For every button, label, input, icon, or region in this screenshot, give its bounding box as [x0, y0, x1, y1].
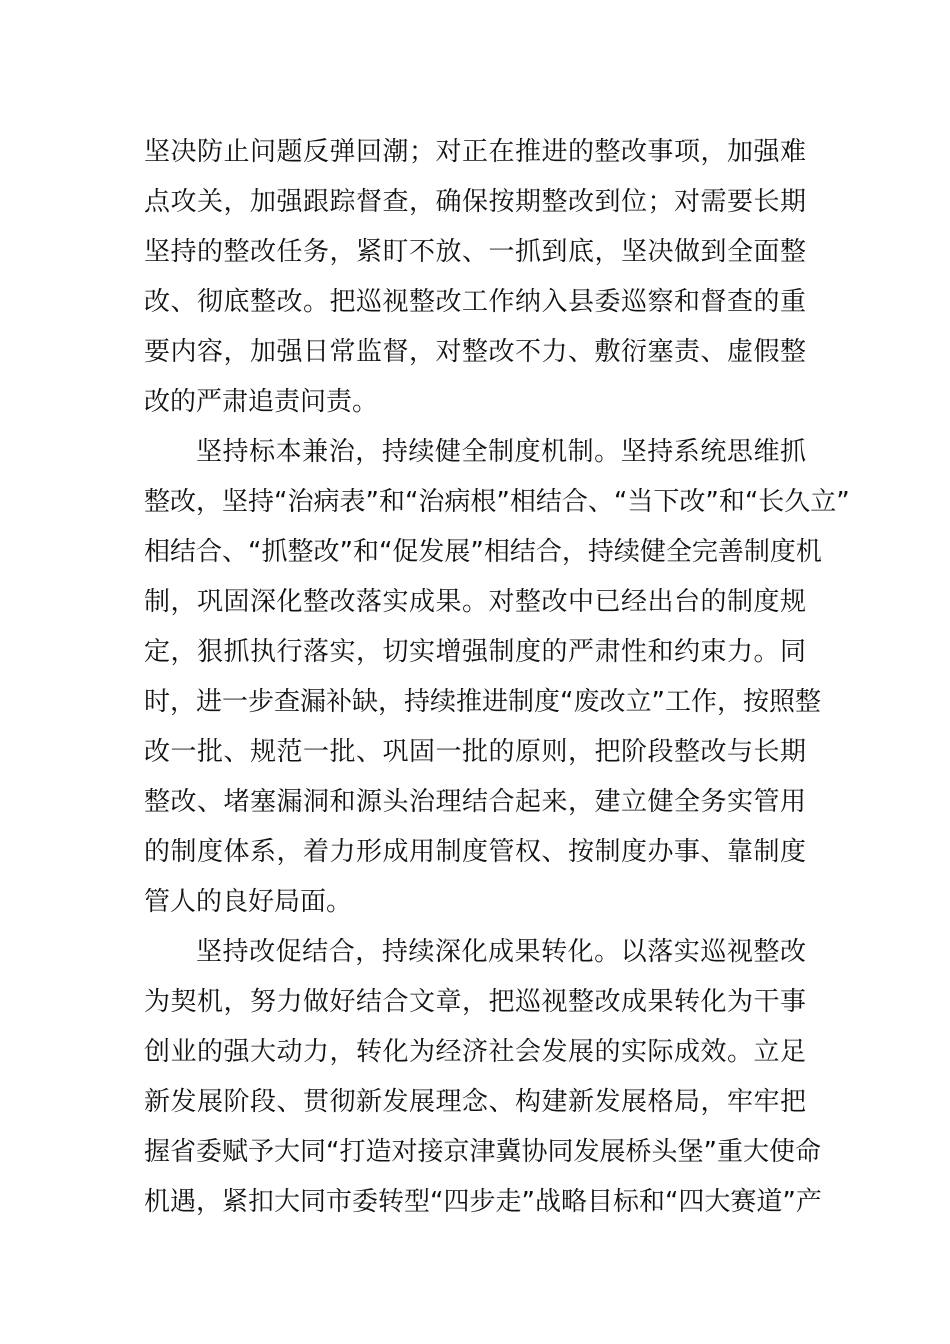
text-line: 机遇，紧扣大同市委转型“四步走”战略目标和“四大赛道”产	[144, 1187, 822, 1217]
text-line: 为契机，努力做好结合文章，把巡视整改成果转化为干事	[144, 987, 806, 1017]
text-line: 新发展阶段、贯彻新发展理念、构建新发展格局，牢牢把	[144, 1087, 806, 1117]
text-line: 整改，坚持“治病表”和“治病根”相结合、“当下改”和“长久立”	[144, 487, 850, 517]
text-line: 握省委赋予大同“打造对接京津冀协同发展桥头堡”重大使命	[144, 1137, 821, 1167]
text-line: 制，巩固深化整改落实成果。对整改中已经出台的制度规	[144, 587, 806, 617]
text-line: 改的严肃追责问责。	[144, 387, 379, 417]
text-line: 时，进一步查漏补缺，持续推进制度“废改立”工作，按照整	[144, 687, 821, 717]
paragraph-3	[144, 927, 822, 1227]
text-line: 要内容，加强日常监督，对整改不力、敷衍塞责、虚假整	[144, 337, 806, 367]
document-body	[144, 127, 850, 1227]
text-line: 的制度体系，着力形成用制度管权、按制度办事、靠制度	[144, 837, 806, 867]
text-line: 坚持改促结合，持续深化成果转化。以落实巡视整改	[196, 937, 806, 967]
text-line: 整改、堵塞漏洞和源头治理结合起来，建立健全务实管用	[144, 787, 806, 817]
text-line: 创业的强大动力，转化为经济社会发展的实际成效。立足	[144, 1037, 806, 1067]
text-line: 改一批、规范一批、巩固一批的原则，把阶段整改与长期	[144, 737, 806, 767]
text-line: 改、彻底整改。把巡视整改工作纳入县委巡察和督查的重	[144, 287, 806, 317]
paragraph-1	[144, 127, 806, 427]
text-line: 定，狠抓执行落实，切实增强制度的严肃性和约束力。同	[144, 637, 806, 667]
text-line: 管人的良好局面。	[144, 887, 353, 917]
text-line: 坚决防止问题反弹回潮；对正在推进的整改事项，加强难	[144, 137, 806, 167]
text-line: 点攻关，加强跟踪督查，确保按期整改到位；对需要长期	[144, 187, 806, 217]
text-line: 相结合、“抓整改”和“促发展”相结合，持续健全完善制度机	[144, 537, 822, 567]
text-line: 坚持标本兼治，持续健全制度机制。坚持系统思维抓	[196, 437, 806, 467]
paragraph-2	[144, 427, 850, 927]
text-line: 坚持的整改任务，紧盯不放、一抓到底，坚决做到全面整	[144, 237, 806, 267]
